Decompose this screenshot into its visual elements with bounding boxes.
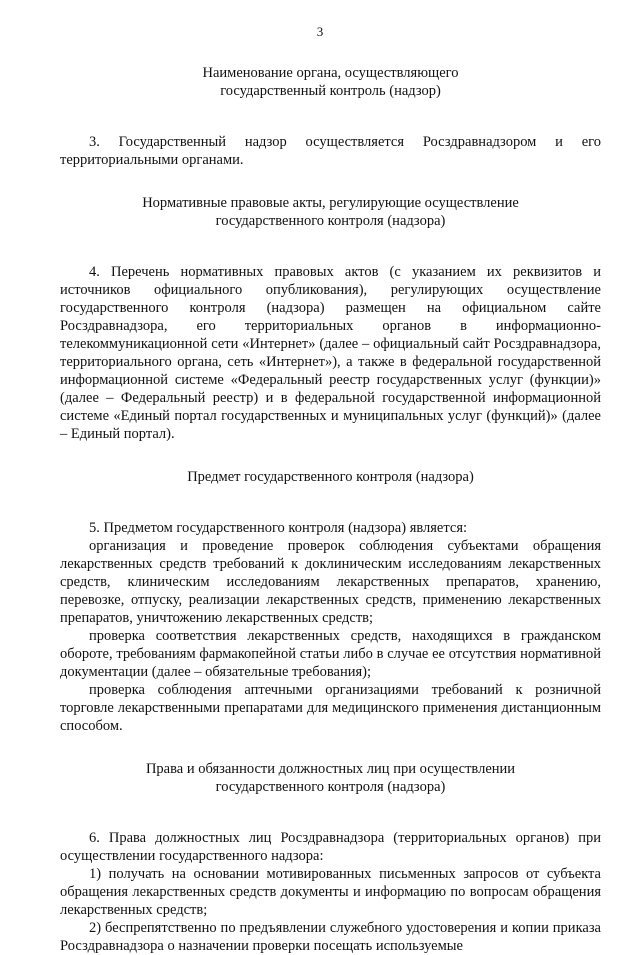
heading-line: Наименование органа, осуществляющего (202, 65, 459, 81)
document-body (60, 64, 601, 955)
paragraph: 6. Права должностных лиц Росздравнадзора (территориальных органов) при осуществлении государственного надзора: (60, 830, 601, 864)
paragraph: проверка соответствия лекарственных средств, находящихся в гражданском обороте, требованиям фармакопейной статьи либо в случае ее отсутствия нормативной документации (далее – обязательные требования); (60, 628, 601, 680)
paragraph: 5. Предметом государственного контроля (надзора) является: (89, 520, 468, 536)
heading-line: государственный контроль (надзор) (220, 83, 441, 99)
section-heading-legal-acts (60, 194, 601, 230)
paragraph: 3. Государственный надзор осуществляется Росздравнадзором и его территориальными органами. (60, 134, 601, 168)
paragraph: 1) получать на основании мотивированных письменных запросов от субъекта обращения лекарственных средств документы и информацию по вопросам обращения лекарственных средств; (60, 866, 601, 918)
paragraph: 4. Перечень нормативных правовых актов (с указанием их реквизитов и источников официального опубликования), регулирующих осуществление государственного контроля (надзора) размещен на официальном сайте Росздравнадзора, его территориальных органов в информационно-телекоммуникационной сети «Интернет» (далее – официальный сайт Росздравнадзора, территориального органа, сеть «Интернет»), а также в федеральной государственной информационной системе «Федеральный реестр государственных услуг (функции)» (далее – Федеральный реестр) и в федеральной государственной информационной системе «Единый портал государственных и муниципальных услуг (функций)» (далее – Единый портал). (60, 264, 601, 442)
paragraph: организация и проведение проверок соблюдения субъектами обращения лекарственных средств требований к доклиническим исследованиям лекарственных средств, клиническим исследованиям лекарственных препаратов, хранению, перевозке, отпуску, реализации лекарственных средств, применению лекарственных препаратов, уничтожению лекарственных средств; (60, 538, 601, 626)
page-number: 3 (316, 24, 324, 39)
section-heading-subject (60, 468, 601, 486)
heading-line: государственного контроля (надзора) (215, 213, 446, 229)
section-heading-organ (60, 64, 601, 100)
heading-line: Нормативные правовые акты, регулирующие осуществление (142, 195, 519, 211)
section-heading-rights (60, 760, 601, 796)
heading-line: Предмет государственного контроля (надзора) (187, 469, 474, 485)
heading-line: Права и обязанности должностных лиц при осуществлении (145, 761, 516, 777)
heading-line: государственного контроля (надзора) (215, 779, 446, 795)
paragraph: проверка соблюдения аптечными организациями требований к розничной торговле лекарственными препаратами для медицинского применения дистанционным способом. (60, 682, 601, 734)
paragraph: 2) беспрепятственно по предъявлении служебного удостоверения и копии приказа Росздравнадзора о назначении проверки посещать используемые (60, 920, 601, 954)
